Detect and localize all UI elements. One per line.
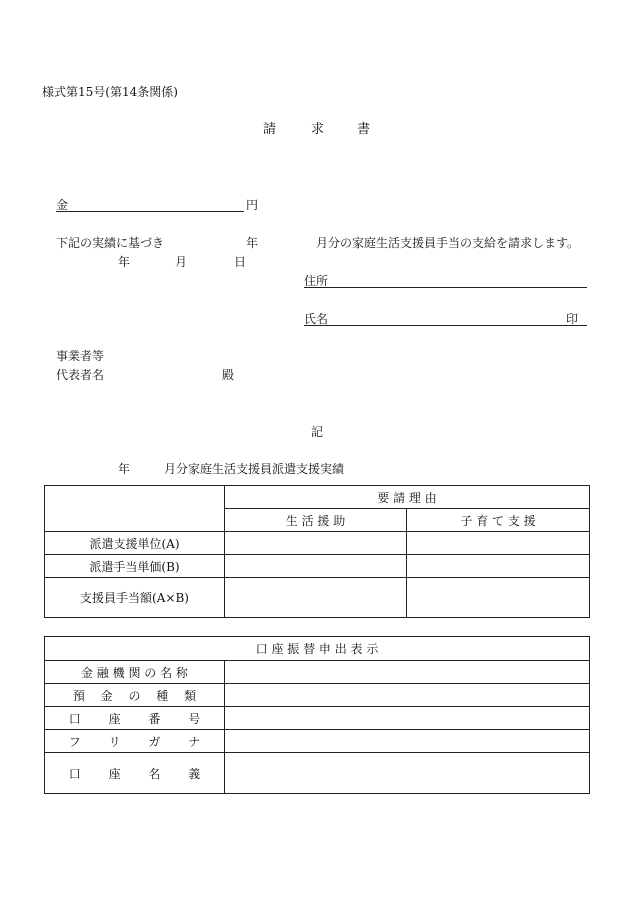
representative-label: 代表者名 [56,368,105,382]
amount-underline [56,211,244,212]
column-living-support: 生 活 援 助 [225,509,407,532]
reason-header: 要 請 理 由 [225,486,590,509]
name-underline [304,325,587,326]
address-underline [304,287,587,288]
title-char-3: 書 [357,122,371,137]
form-number: 様式第15号(第14条関係) [42,85,178,99]
record-title: 月分家庭生活支援員派遣支援実績 [164,462,345,476]
label-account-number: 口 座 番 号 [45,707,225,730]
cell-allowance-living[interactable] [225,578,407,618]
title-char-1: 請 [263,122,277,137]
statement-year: 年 [246,236,259,250]
date-day: 日 [234,255,247,269]
address-label: 住所 [304,274,329,288]
name-label: 氏名 [304,312,329,326]
ki-heading: 記 [311,425,324,439]
record-corner-cell [45,486,225,532]
date-year: 年 [118,255,131,269]
row-label-unit-price: 派遣手当単価(B) [45,555,225,578]
amount-prefix: 金 [56,198,69,212]
amount-suffix: 円 [246,198,259,212]
account-table [44,636,590,794]
input-bank-name[interactable] [225,661,590,684]
record-table [44,485,590,618]
label-account-holder: 口 座 名 義 [45,753,225,794]
label-deposit-type: 預 金 の 種 類 [45,684,225,707]
cell-units-childcare[interactable] [407,532,590,555]
row-label-units: 派遣支援単位(A) [45,532,225,555]
input-deposit-type[interactable] [225,684,590,707]
row-label-allowance: 支援員手当額(A×B) [45,578,225,618]
label-bank-name: 金 融 機 関 の 名 称 [45,661,225,684]
statement-rest: 月分の家庭生活支援員手当の支給を請求します。 [316,236,580,250]
seal-mark: 印 [566,312,579,326]
cell-allowance-childcare[interactable] [407,578,590,618]
honorific: 殿 [222,368,235,382]
date-month: 月 [175,255,188,269]
account-title: 口 座 振 替 申 出 表 示 [45,637,590,661]
cell-units-living[interactable] [225,532,407,555]
input-furigana[interactable] [225,730,590,753]
cell-price-living[interactable] [225,555,407,578]
column-childcare-support: 子 育 て 支 援 [407,509,590,532]
statement-lead: 下記の実績に基づき [56,236,165,250]
label-furigana: フ リ ガ ナ [45,730,225,753]
input-account-number[interactable] [225,707,590,730]
cell-price-childcare[interactable] [407,555,590,578]
title-char-2: 求 [311,122,325,137]
record-year: 年 [118,462,131,476]
input-account-holder[interactable] [225,753,590,794]
business-label: 事業者等 [56,349,105,363]
